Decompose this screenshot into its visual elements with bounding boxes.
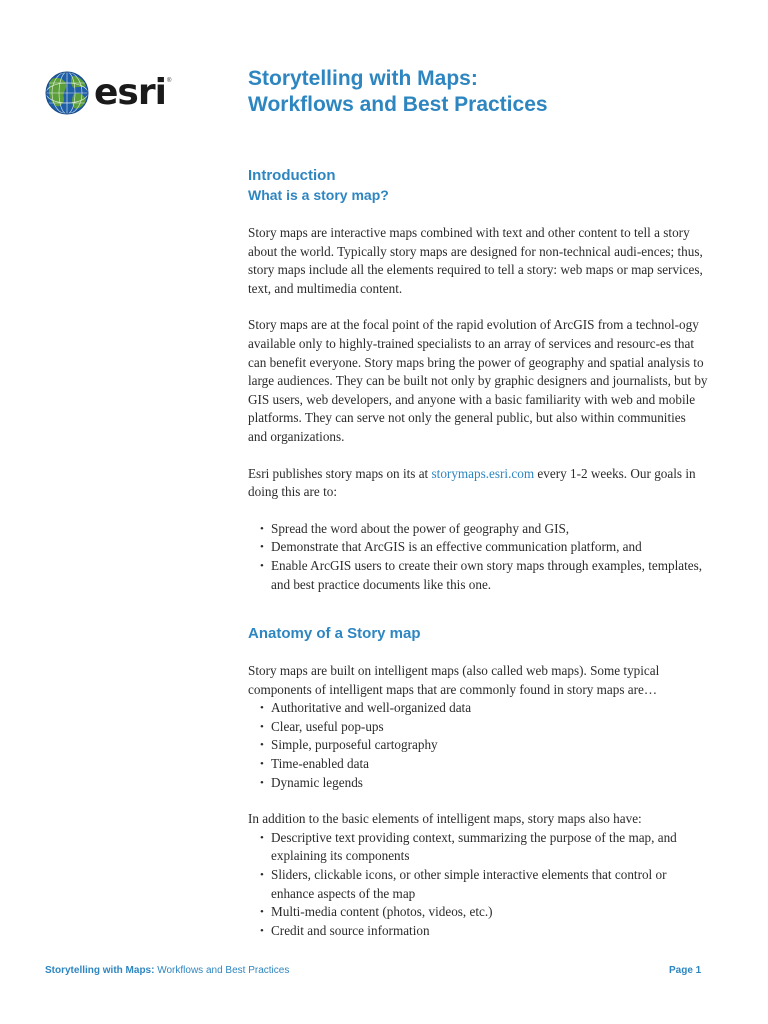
extras-list — [248, 829, 708, 941]
list-item: • Multi-media content (photos, videos, etc.) — [248, 903, 708, 922]
paragraph-text: Esri publishes story maps on its at — [248, 465, 432, 481]
registered-mark: ® — [166, 78, 172, 84]
list-item: • Simple, purposeful cartography — [248, 736, 708, 755]
document-body — [248, 66, 708, 940]
section-heading-anatomy: Anatomy of a Story map — [248, 625, 421, 643]
paragraph-text: every 1-2 weeks. Our goals in doing this are to: — [248, 465, 696, 500]
storymaps-link[interactable]: storymaps.esri.com — [431, 465, 535, 481]
list-item: • Demonstrate that ArcGIS is an effective communication platform, and — [248, 538, 708, 557]
list-item: • Authoritative and well-organized data — [248, 699, 708, 718]
document-subtitle: Workflows and Best Practices — [248, 93, 548, 116]
list-item: • Descriptive text providing context, summarizing the purpose of the map, and explaining its components — [248, 829, 708, 866]
list-item: • Time-enabled data — [248, 755, 708, 774]
page-number: Page 1 — [669, 965, 702, 976]
list-item: • Enable ArcGIS users to create their own story maps through examples, templates, and best practice documents like this one. — [248, 557, 708, 594]
intro-paragraph-2: Story maps are at the focal point of the rapid evolution of ArcGIS from a technol-ogy available only to highly-trained specialists to an array of services and resourc-es that can benefit everyone. Story maps bring the power of geography and spatial analysis to large audiences. They can be built not only by graphic designers and journalists, but by GIS users, web developers, and anyone with a basic familiarity with web and mobile platforms. They can serve not only the general public, but also within communities and organizations. — [248, 317, 708, 444]
list-item: • Credit and source information — [248, 922, 708, 941]
list-item: • Spread the word about the power of geography and GIS, — [248, 520, 708, 539]
list-item: • Clear, useful pop-ups — [248, 718, 708, 737]
footer-title-bold: Storytelling with Maps: — [45, 965, 155, 976]
list-item: • Sliders, clickable icons, or other simple interactive elements that control or enhance aspects of the map — [248, 866, 708, 903]
esri-wordmark: esri — [94, 72, 166, 113]
globe-icon — [44, 70, 90, 116]
list-item: • Dynamic legends — [248, 774, 708, 793]
intro-paragraph-1: Story maps are interactive maps combined with text and other content to tell a story about the world. Typically story maps are designed for non-technical audi-ences; thus, story maps include all the elements required to tell a story: web maps or map services, text, and multimedia content. — [248, 225, 703, 296]
section-heading-introduction: Introduction — [248, 167, 336, 184]
anatomy-paragraph-2: In addition to the basic elements of intelligent maps, story maps also have: — [248, 811, 642, 827]
components-list — [248, 699, 708, 792]
anatomy-paragraph-1: Story maps are built on intelligent maps (also called web maps). Some typical components of intelligent maps that are commonly found in story maps are… — [248, 663, 660, 697]
document-title: Storytelling with Maps: — [248, 67, 478, 90]
footer-title-rest: Workflows and Best Practices — [154, 965, 290, 976]
intro-paragraph-3 — [248, 465, 708, 502]
section-subheading: What is a story map? — [248, 187, 389, 203]
goals-list — [248, 520, 708, 594]
footer-document-title — [45, 965, 289, 976]
esri-logo — [44, 70, 171, 116]
